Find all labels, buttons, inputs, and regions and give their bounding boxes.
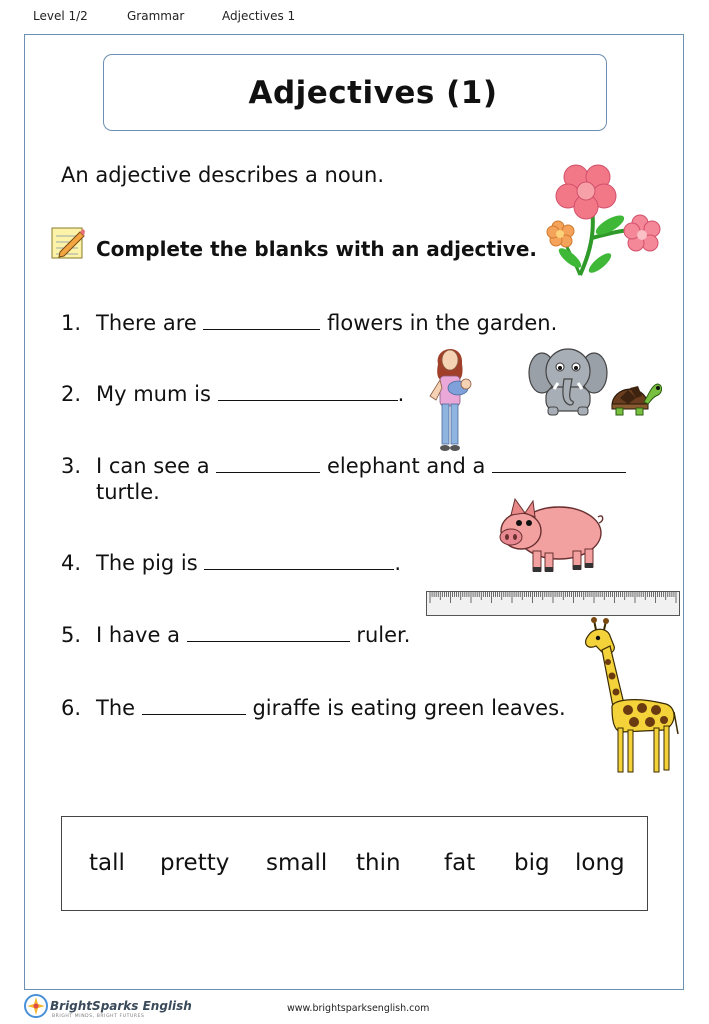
question-number: 6.: [61, 696, 82, 720]
answer-blank-1[interactable]: [203, 311, 320, 330]
word-bank-item: long: [575, 850, 625, 876]
footer-tagline: BRIGHT MINDS, BRIGHT FUTURES: [52, 1014, 145, 1019]
brightsparks-logo-icon: [24, 994, 48, 1018]
word-bank: [61, 816, 648, 911]
title-box: [103, 54, 607, 131]
question-5: 5. I have a ruler.: [61, 623, 411, 647]
mum-illustration: [424, 342, 476, 454]
answer-blank-4[interactable]: [204, 551, 394, 570]
question-number: 5.: [61, 623, 82, 647]
page-title: Adjectives (1): [248, 74, 498, 111]
question-6: 6. The giraffe is eating green leaves.: [61, 696, 566, 720]
answer-blank-6[interactable]: [142, 696, 246, 715]
word-bank-item: fat: [444, 850, 476, 876]
answer-blank-3a[interactable]: [216, 454, 320, 473]
intro-text: An adjective describes a noun.: [61, 163, 385, 187]
instruction-text: Complete the blanks with an adjective.: [96, 237, 537, 261]
question-2: 2. My mum is .: [61, 382, 405, 406]
ruler-illustration: [426, 591, 681, 617]
answer-blank-2[interactable]: [218, 382, 398, 401]
word-bank-item: thin: [356, 850, 401, 876]
question-3-continued: turtle.: [96, 480, 160, 504]
pig-illustration: [497, 493, 607, 575]
footer-url: www.brightsparksenglish.com: [287, 1003, 430, 1014]
word-bank-item: small: [266, 850, 328, 876]
elephant-illustration: [528, 343, 608, 417]
answer-blank-5[interactable]: [187, 623, 350, 642]
footer-brand: BrightSparks English: [50, 999, 192, 1013]
question-3: 3. I can see a elephant and a: [61, 453, 626, 479]
word-bank-item: tall: [89, 850, 125, 876]
question-number: 3.: [61, 454, 82, 478]
turtle-illustration: [608, 376, 664, 418]
giraffe-illustration: [574, 616, 680, 776]
header-topic: Adjectives 1: [222, 9, 296, 23]
question-1: 1. There are flowers in the garden.: [61, 311, 558, 335]
question-number: 4.: [61, 551, 82, 575]
question-4: 4. The pig is .: [61, 551, 402, 575]
answer-blank-3b[interactable]: [492, 454, 626, 473]
header-level: Level 1/2: [33, 9, 88, 23]
header-subject: Grammar: [127, 9, 185, 23]
word-bank-item: pretty: [160, 850, 230, 876]
word-bank-item: big: [514, 850, 550, 876]
question-number: 2.: [61, 382, 82, 406]
notepad-pencil-icon: [50, 225, 86, 261]
flowers-illustration: [540, 163, 665, 281]
question-number: 1.: [61, 311, 82, 335]
